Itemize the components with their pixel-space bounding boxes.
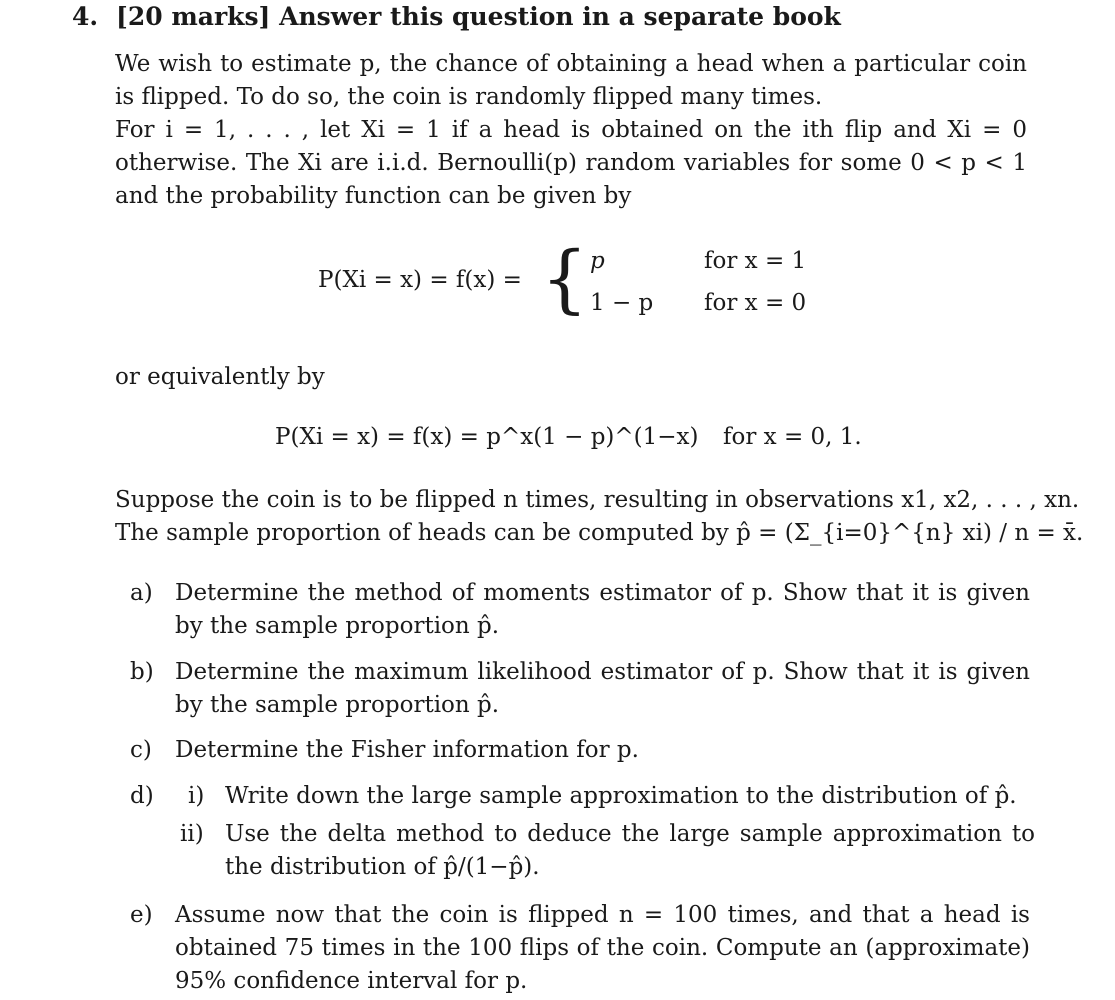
part-e-label: e) — [130, 902, 153, 928]
part-c-label: c) — [130, 737, 152, 763]
equation-1-lhs: P(Xi = x) = f(x) = — [318, 267, 522, 293]
equation-1-case1-value: p — [590, 248, 605, 274]
equation-2-condition: for x = 0, 1. — [723, 424, 862, 450]
part-d-label: d) — [130, 783, 154, 809]
intro-line-4: otherwise. The Xi are i.i.d. Bernoulli(p) random variables for some 0 < p < 1 — [115, 150, 1027, 176]
question-number: 4. — [72, 2, 99, 31]
equation-2-expression: P(Xi = x) = f(x) = p^x(1 − p)^(1−x) — [275, 424, 699, 450]
equation-1-case2-value: 1 − p — [590, 290, 654, 316]
equation-1-brace: { — [541, 236, 589, 322]
part-d-i-label: i) — [188, 783, 205, 809]
intro-paragraph — [115, 48, 1027, 213]
question-heading — [72, 2, 841, 31]
part-b-text: Determine the maximum likelihood estimator of p. Show that it is given by the sample proportion p̂. — [175, 659, 1030, 718]
part-d-ii-label: ii) — [180, 821, 204, 847]
sample-line-2: The sample proportion of heads can be computed by p̂ = (Σ_{i=0}^{n} xi) / n = x̄. — [115, 520, 1084, 546]
intro-line-1: We wish to estimate p, the chance of obtaining a head when a particular coin — [115, 51, 1027, 77]
part-e-text: Assume now that the coin is flipped n = 100 times, and that a head is obtained 75 times in the 100 flips of the coin. Compute an (approximate) 95% confidence interval for p. — [175, 902, 1030, 994]
part-d-ii-text: Use the delta method to deduce the large sample approximation to the distribution of p̂/(1−p̂). — [225, 821, 1035, 880]
equivalently-text: or equivalently by — [115, 364, 325, 390]
part-a-label: a) — [130, 580, 153, 606]
part-a-text: Determine the method of moments estimator of p. Show that it is given by the sample proportion p̂. — [175, 580, 1030, 639]
intro-line-3: For i = 1, . . . , let Xi = 1 if a head is obtained on the ith flip and Xi = 0 — [115, 117, 1027, 143]
question-title: [20 marks] Answer this question in a separate book — [116, 2, 841, 31]
intro-line-5: and the probability function can be given by — [115, 183, 632, 209]
equation-1-case1-condition: for x = 1 — [704, 248, 807, 274]
part-b-label: b) — [130, 659, 154, 685]
part-c-text: Determine the Fisher information for p. — [175, 737, 639, 763]
sample-line-1: Suppose the coin is to be flipped n times, resulting in observations x1, x2, . . . , xn. — [115, 487, 1080, 513]
part-d-i-text: Write down the large sample approximation to the distribution of p̂. — [225, 783, 1017, 809]
sample-paragraph — [115, 484, 1084, 550]
equation-1-case2-condition: for x = 0 — [704, 290, 807, 316]
intro-line-2: is flipped. To do so, the coin is randomly flipped many times. — [115, 84, 823, 110]
